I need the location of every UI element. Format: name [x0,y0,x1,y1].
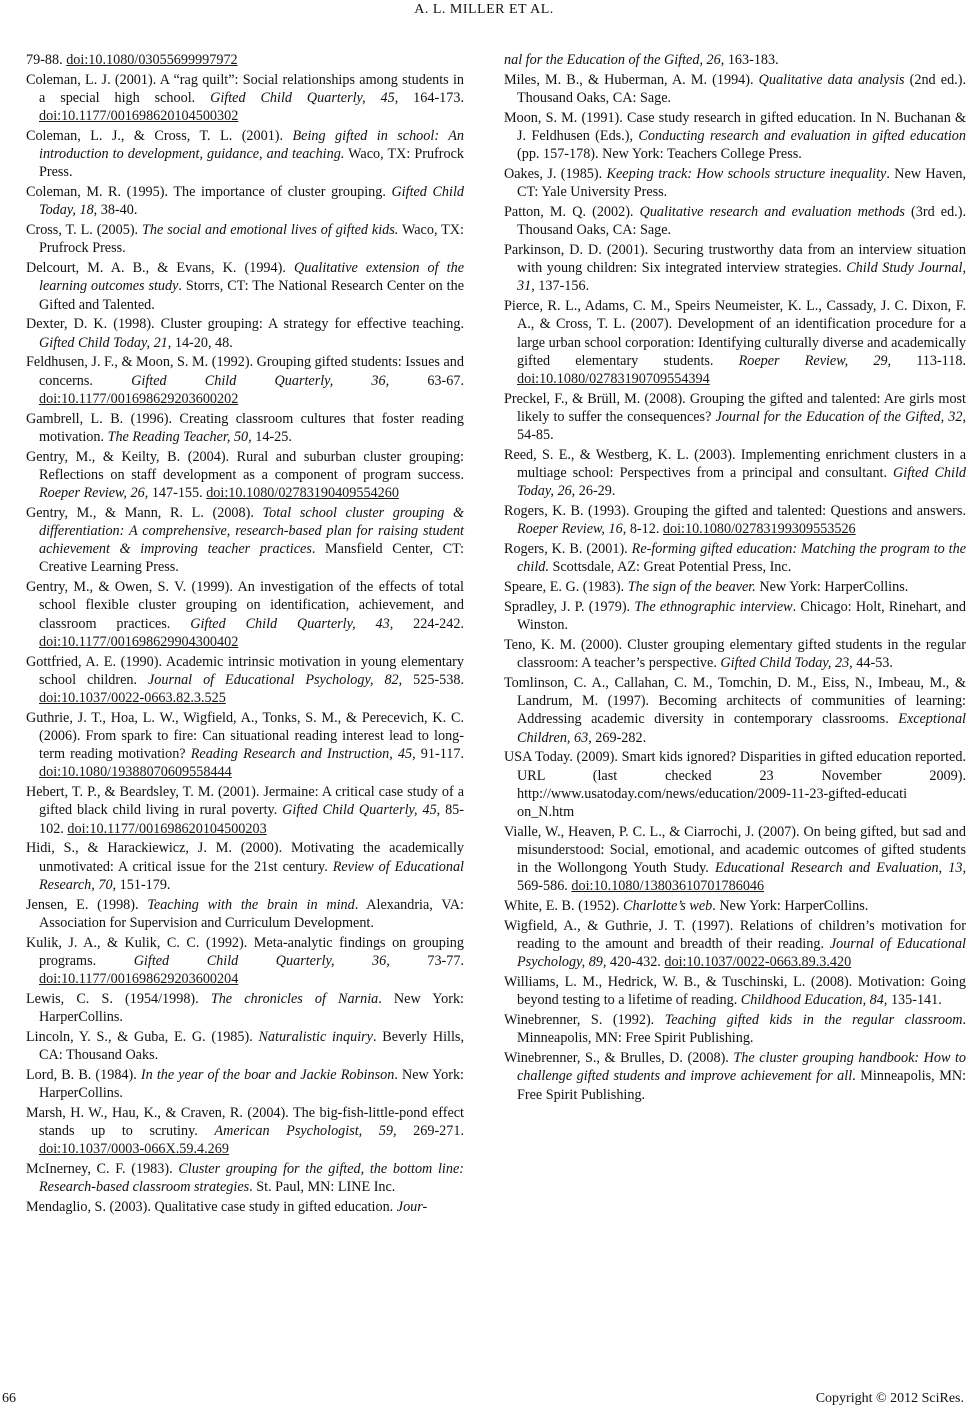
doi-link[interactable]: doi:10.1080/02783190409554260 [206,485,399,502]
reference-italic-title: Gifted Child Quarterly, 36, [133,952,390,969]
reference-entry [504,203,966,239]
reference-italic-title: Total school cluster grouping & differentiation: A comprehensive, research-based plan for raising student achievement & improving teacher practices [39,504,464,558]
reference-text: Patton, M. Q. (2002). [504,204,640,220]
reference-text: Coleman, M. R. (1995). The importance of cluster grouping. [26,184,392,201]
doi-link[interactable]: doi:10.1080/03055699997972 [66,52,238,68]
reference-text: Gottfried, A. E. (1990). Academic intrinsic motivation in young elementary school children. [26,653,464,688]
reference-text: Lord, B. B. (1984). [26,1066,141,1083]
reference-text: Miles, M. B., & Huberman, A. M. (1994). [504,71,759,88]
reference-text: Winebrenner, S., & Brulles, D. (2008). [504,1050,734,1067]
reference-italic-title: Naturalistic inquiry [258,1028,373,1045]
reference-entry [26,578,464,651]
reference-italic-title: Gifted Child Quarterly, 36, [131,372,390,389]
reference-text: 14-20, 48. [171,334,233,351]
reference-entry [26,127,464,182]
reference-italic-title: The Reading Teacher, 50, [107,428,252,445]
doi-link[interactable]: doi:10.1037/0022-0663.89.3.420 [664,954,852,971]
reference-italic-title: Re-forming gifted education: Matching the program to the child. [517,541,967,576]
reference-text: Rogers, K. B. (1993). Grouping the gifted and talented: Questions and answers. [504,503,966,520]
reference-entry [504,823,966,896]
reference-text: Moon, S. M. (1991). Case study research in gifted education. In N. Buchanan & J. Feldhusen (Eds.), [504,109,966,144]
reference-italic-title: Being gifted in school: An introduction to development, guidance, and teaching. [39,128,464,163]
reference-text: 113-118. [891,352,966,369]
reference-text: 269-282. [591,729,647,746]
reference-text: Gentry, M., & Keilty, B. (2004). Rural and suburban cluster grouping: Reflections on staff development as a component of program success. [26,448,464,483]
reference-text: White, E. B. (1952). [504,898,623,915]
reference-text: Gambrell, L. B. (1996). Creating classroom cultures that foster reading motivation. [26,410,464,445]
reference-entry [504,165,966,201]
reference-text: Lewis, C. S. (1954/1998). [26,990,211,1007]
reference-text: 420-432. [606,954,665,971]
running-head: A. L. MILLER ET AL. [414,2,554,17]
reference-entry [26,315,464,351]
reference-entry [504,917,966,972]
reference-entry [26,221,464,257]
reference-text: . Minneapolis, MN: Free Spirit Publishing. [517,1012,966,1047]
reference-entry [26,1066,464,1102]
reference-text: New York: HarperCollins. [755,579,909,596]
reference-entry [26,448,464,503]
reference-italic-title: The sign of the beaver. [627,579,756,596]
reference-entry [504,674,966,747]
reference-text: . Chicago: Holt, Rinehart, and Winston. [517,599,967,634]
reference-text: Speare, E. G. (1983). [504,579,628,596]
reference-entry [26,653,464,708]
reference-text: . New Haven, CT: Yale University Press. [517,166,966,201]
reference-entry [504,897,966,915]
reference-text: , 224-242. [389,615,465,632]
reference-text: . New York: HarperCollins. [39,1066,464,1102]
reference-entry [504,1011,966,1047]
reference-italic-title: Roeper Review, 26, [39,485,149,502]
reference-italic-title: Gifted Child Quarterly, 45, [210,90,399,106]
reference-entry [26,71,464,126]
doi-link[interactable]: doi:10.1177/001698629203600202 [39,390,239,407]
reference-text: Lincoln, Y. S., & Guba, E. G. (1985). [26,1028,259,1045]
reference-entry [504,636,966,672]
reference-text: Gentry, M., & Mann, R. L. (2008). [26,504,263,521]
reference-text: Rogers, K. B. (2001). [504,541,632,558]
reference-italic-title: Cluster grouping for the gifted, the bottom line: Research-based classroom strategies [39,1161,464,1196]
reference-italic-title: The social and emotional lives of gifted kids. [142,222,399,239]
reference-text: Gentry, M., & Owen, S. V. (1999). An investigation of the effects of total school flexible cluster grouping on identification, achievement, and classroom practices. [26,579,464,632]
reference-text: . Minneapolis, MN: Free Spirit Publishing. [517,1068,967,1103]
reference-text: Cross, T. L. (2005). [26,222,143,239]
reference-entry [26,1198,464,1216]
reference-text: Parkinson, D. D. (2001). Securing trustworthy data from an interview situation with young children: Six integrated interview strategies. [504,242,966,277]
reference-text: Coleman, L. J., & Cross, T. L. (2001). [26,128,293,144]
reference-entry [504,297,966,388]
copyright-notice: Copyright © 2012 SciRes. [815,1391,964,1406]
reference-entry [26,51,464,69]
reference-text: . Beverly Hills, CA: Thousand Oaks. [39,1028,464,1064]
doi-link[interactable]: doi:10.1177/001698629203600204 [39,971,239,988]
page-number: 66 [2,1391,16,1406]
reference-text: Winebrenner, S. (1992). [504,1012,665,1029]
reference-italic-title: The ethnographic interview [634,599,793,616]
reference-text: Waco, TX: Prufrock Press. [39,146,464,181]
reference-entry [504,748,966,821]
reference-text: Spradley, J. P. (1979). [504,599,635,616]
reference-entry [504,241,966,296]
doi-link[interactable]: doi:10.1080/19388070609558444 [39,764,232,781]
reference-text: 14-25. [251,428,292,445]
reference-italic-title: Childhood Education, 84, [740,992,888,1009]
reference-italic-title: Gifted Child Quarterly, 45, [282,802,441,819]
reference-entry [504,502,966,538]
reference-text: (2nd ed.). Thousand Oaks, CA: Sage. [517,71,966,106]
reference-text: Waco, TX: Prufrock Press. [39,222,464,257]
reference-italic-title: Gifted Child Today, 26, [517,465,966,500]
reference-text: 147-155. [148,485,207,502]
reference-italic-title: Conducting research and evaluation in gifted education [638,128,966,144]
reference-italic-title: Educational Research and Evaluation, 13, [714,860,966,877]
reference-italic-title: Gifted Child Today, 21, [39,334,172,351]
reference-italic-title: The cluster grouping handbook: How to challenge gifted students and improve achievement for all [517,1050,967,1085]
reference-text: 164-173. [398,90,464,106]
reference-entry [504,109,966,164]
reference-list-right-column [504,51,966,1105]
reference-italic-title: Reading Research and Instruction, 45, [190,746,416,763]
reference-text: Delcourt, M. A. B., & Evans, K. (1994). [26,260,294,277]
reference-entry [504,973,966,1009]
reference-entry [26,183,464,219]
reference-text: Teno, K. M. (2000). Cluster grouping elementary gifted students in the regular classroom: A teacher’s perspective. [504,637,966,672]
doi-link[interactable]: doi:10.1080/02783190709554394 [517,371,710,388]
doi-link[interactable]: doi:10.1080/13803610701786046 [571,878,765,895]
reference-text: Tomlinson, C. A., Callahan, C. M., Tomchin, D. M., Eiss, N., Imbeau, M., & Landrum, M. (1997). Becoming architects of communities of learning: Addressing academic diversity in contemporary classrooms. [504,675,966,728]
reference-entry [26,709,464,782]
reference-italic-title: Journal of Educational Psychology, 82, [147,671,403,688]
reference-text: Williams, L. M., Hedrick, W. B., & Tuschinski, L. (2008). Motivation: Going beyond testing to a lifetime of reading. [504,974,966,1009]
reference-text: 525-538. [402,671,464,688]
reference-text: Vialle, W., Heaven, P. C. L., & Ciarrochi, J. (2007). On being gifted, but sad and misunderstood: Social, emotional, and academic outcomes of gifted students in the Wollongong Youth Study. [504,823,966,877]
reference-entry [26,1160,464,1196]
reference-text: Preckel, F., & Brüll, M. (2008). Grouping the gifted and talented: Are girls most likely to suffer the consequences? [504,390,966,426]
reference-text: 151-179. [116,876,171,893]
reference-text: Pierce, R. L., Adams, C. M., Speirs Neumeister, K. L., Cassady, J. C. Dixon, F. A., & Cross, T. L. (2007). Development of an identification procedure for a large urban school corporation: Identifying culturally diverse and academically gifted elementary students. [504,298,966,369]
reference-italic-title: Exceptional Children, 63, [517,711,966,746]
reference-italic-title: Journal of Educational Psychology, 89, [517,936,966,971]
reference-text: . St. Paul, MN: LINE Inc. [249,1179,396,1196]
reference-text: 85-102. [39,802,464,837]
reference-entry [504,1049,966,1104]
reference-text: Kulik, J. A., & Kulik, C. C. (1992). Meta-analytic findings on grouping programs. [26,934,464,969]
reference-text: Feldhusen, J. F., & Moon, S. M. (1992). Grouping gifted students: Issues and concerns. [26,354,464,389]
reference-text: Mendaglio, S. (2003). Qualitative case study in gifted education. [26,1199,397,1216]
reference-italic-title: Charlotte’s web [623,898,713,915]
reference-text: Wigfield, A., & Guthrie, J. T. (1997). Relations of children’s motivation for reading to the amount and breadth of their reading. [504,918,966,953]
reference-entry [26,504,464,577]
reference-text: Scottsdale, AZ: Great Potential Press, Inc. [548,559,792,576]
reference-italic-title: Child Study Journal, 31, [517,260,966,295]
reference-text: 569-586. [517,878,572,895]
reference-text: USA Today. (2009). Smart kids ignored? Disparities in gifted education reported. URL (last checked 23 November 2009). http://www.usatoday.com/news/education/2009-11-23-gifted-educati on_N.htm [504,749,966,821]
reference-italic-title: Jour- [396,1199,428,1216]
reference-italic-title: American Psychologist, 59, [214,1123,397,1140]
reference-italic-title: Roeper Review, 29, [738,352,892,369]
reference-text: 91-117. [415,746,465,763]
doi-link[interactable]: doi:10.1177/001698620104500203 [67,820,267,837]
reference-italic-title: Gifted Child Quarterly, 43 [190,615,390,632]
reference-text: Hebert, T. P., & Beardsley, T. M. (2001). Jermaine: A critical case study of a gifted black child living in rural poverty. [26,784,464,819]
reference-italic-title: Gifted Child Today, 18, [39,184,464,219]
reference-entry [26,353,464,408]
doi-link[interactable]: doi:10.1037/0022-0663.82.3.525 [39,690,226,707]
reference-italic-title: Roeper Review, 16, [517,521,627,538]
reference-text: Jensen, E. (1998). [26,896,148,913]
reference-text: 54-85. [517,427,554,444]
reference-italic-title: The chronicles of Narnia [210,990,379,1007]
reference-text: . New York: HarperCollins. [39,990,464,1026]
reference-text: 135-141. [887,992,942,1009]
doi-link[interactable]: doi:10.1037/0003-066X.59.4.269 [39,1141,229,1158]
doi-link[interactable]: doi:10.1080/02783199309553526 [662,521,856,538]
reference-entry [26,934,464,989]
reference-entry [504,598,966,634]
reference-italic-title: Teaching with the brain in mind [147,896,355,913]
doi-link[interactable]: doi:10.1177/001698620104500302 [39,108,239,125]
reference-text: Coleman, L. J. (2001). A “rag quilt”: Social relationships among students in a special high school. [26,71,464,106]
reference-text: Dexter, D. K. (1998). Cluster grouping: A strategy for effective teaching. [26,316,464,333]
reference-text: (pp. 157-178). New York: Teachers College Press. [517,146,802,163]
reference-entry [504,71,966,107]
reference-entry [26,1028,464,1064]
reference-list-left-column [26,51,464,1218]
reference-text: 269-271. [396,1123,464,1140]
reference-text: (3rd ed.). Thousand Oaks, CA: Sage. [517,204,966,239]
reference-italic-title: nal for the Education of the Gifted, 26, [504,52,725,68]
reference-entry [504,390,966,445]
reference-text: . Storrs, CT: The National Research Center on the Gifted and Talented. [39,278,464,313]
reference-text: 8-12. [626,521,663,538]
reference-italic-title: Qualitative data analysis [758,71,905,88]
reference-entry [26,783,464,838]
reference-text: 44-53. [852,655,893,672]
reference-entry [504,446,966,501]
reference-text: 79-88. [26,52,67,68]
reference-entry [504,51,966,69]
reference-italic-title: Keeping track: How schools structure inequality [606,166,887,182]
reference-italic-title: Teaching gifted kids in the regular classroom [664,1012,963,1029]
reference-entry [504,540,966,576]
reference-italic-title: Journal for the Education of the Gifted, 32, [715,409,966,426]
reference-entry [26,1104,464,1159]
reference-text: . New York: HarperCollins. [712,898,869,915]
reference-italic-title: Gifted Child Today, 23, [720,655,853,672]
reference-text: 73-77. [389,952,464,969]
reference-italic-title: Qualitative extension of the learning outcomes study [39,260,465,295]
reference-entry [504,578,966,596]
reference-text: 163-183. [724,52,779,68]
reference-text: 63-67. [389,372,464,389]
reference-entry [26,410,464,446]
reference-entry [26,839,464,894]
reference-text: 137-156. [534,278,590,295]
reference-italic-title: In the year of the boar and Jackie Robinson [140,1066,395,1083]
reference-italic-title: Review of Educational Research, 70, [39,858,464,893]
reference-text: . Alexandria, VA: Association for Supervision and Curriculum Development. [39,896,464,931]
reference-entry [26,896,464,932]
reference-entry [26,990,464,1026]
reference-text: 26-29. [575,483,616,500]
reference-text: Hidi, S., & Harackiewicz, J. M. (2000). Motivating the academically unmotivated: A critical issue for the 21st century. [26,840,464,875]
reference-entry [26,259,464,314]
reference-text: . Mansfield Center, CT: Creative Learning Press. [39,541,464,576]
doi-link[interactable]: doi:10.1177/001698629904300402 [39,633,239,650]
reference-text: 38-40. [97,202,138,219]
reference-text: Marsh, H. W., Hau, K., & Craven, R. (2004). The big-fish-little-pond effect stands up to scrutiny. [26,1104,464,1140]
reference-text: Oakes, J. (1985). [504,166,607,182]
reference-text: Guthrie, J. T., Hoa, L. W., Wigfield, A., Tonks, S. M., & Perecevich, K. C. (2006). From spark to fire: Can situational reading interest lead to long-term reading motivation? [26,709,464,763]
reference-text: Reed, S. E., & Westberg, K. L. (2003). Implementing enrichment clusters in a multiage school: Perspectives from a principal and consultant. [504,447,966,482]
reference-italic-title: Qualitative research and evaluation methods [639,204,905,220]
reference-text: McInerney, C. F. (1983). [26,1161,179,1178]
